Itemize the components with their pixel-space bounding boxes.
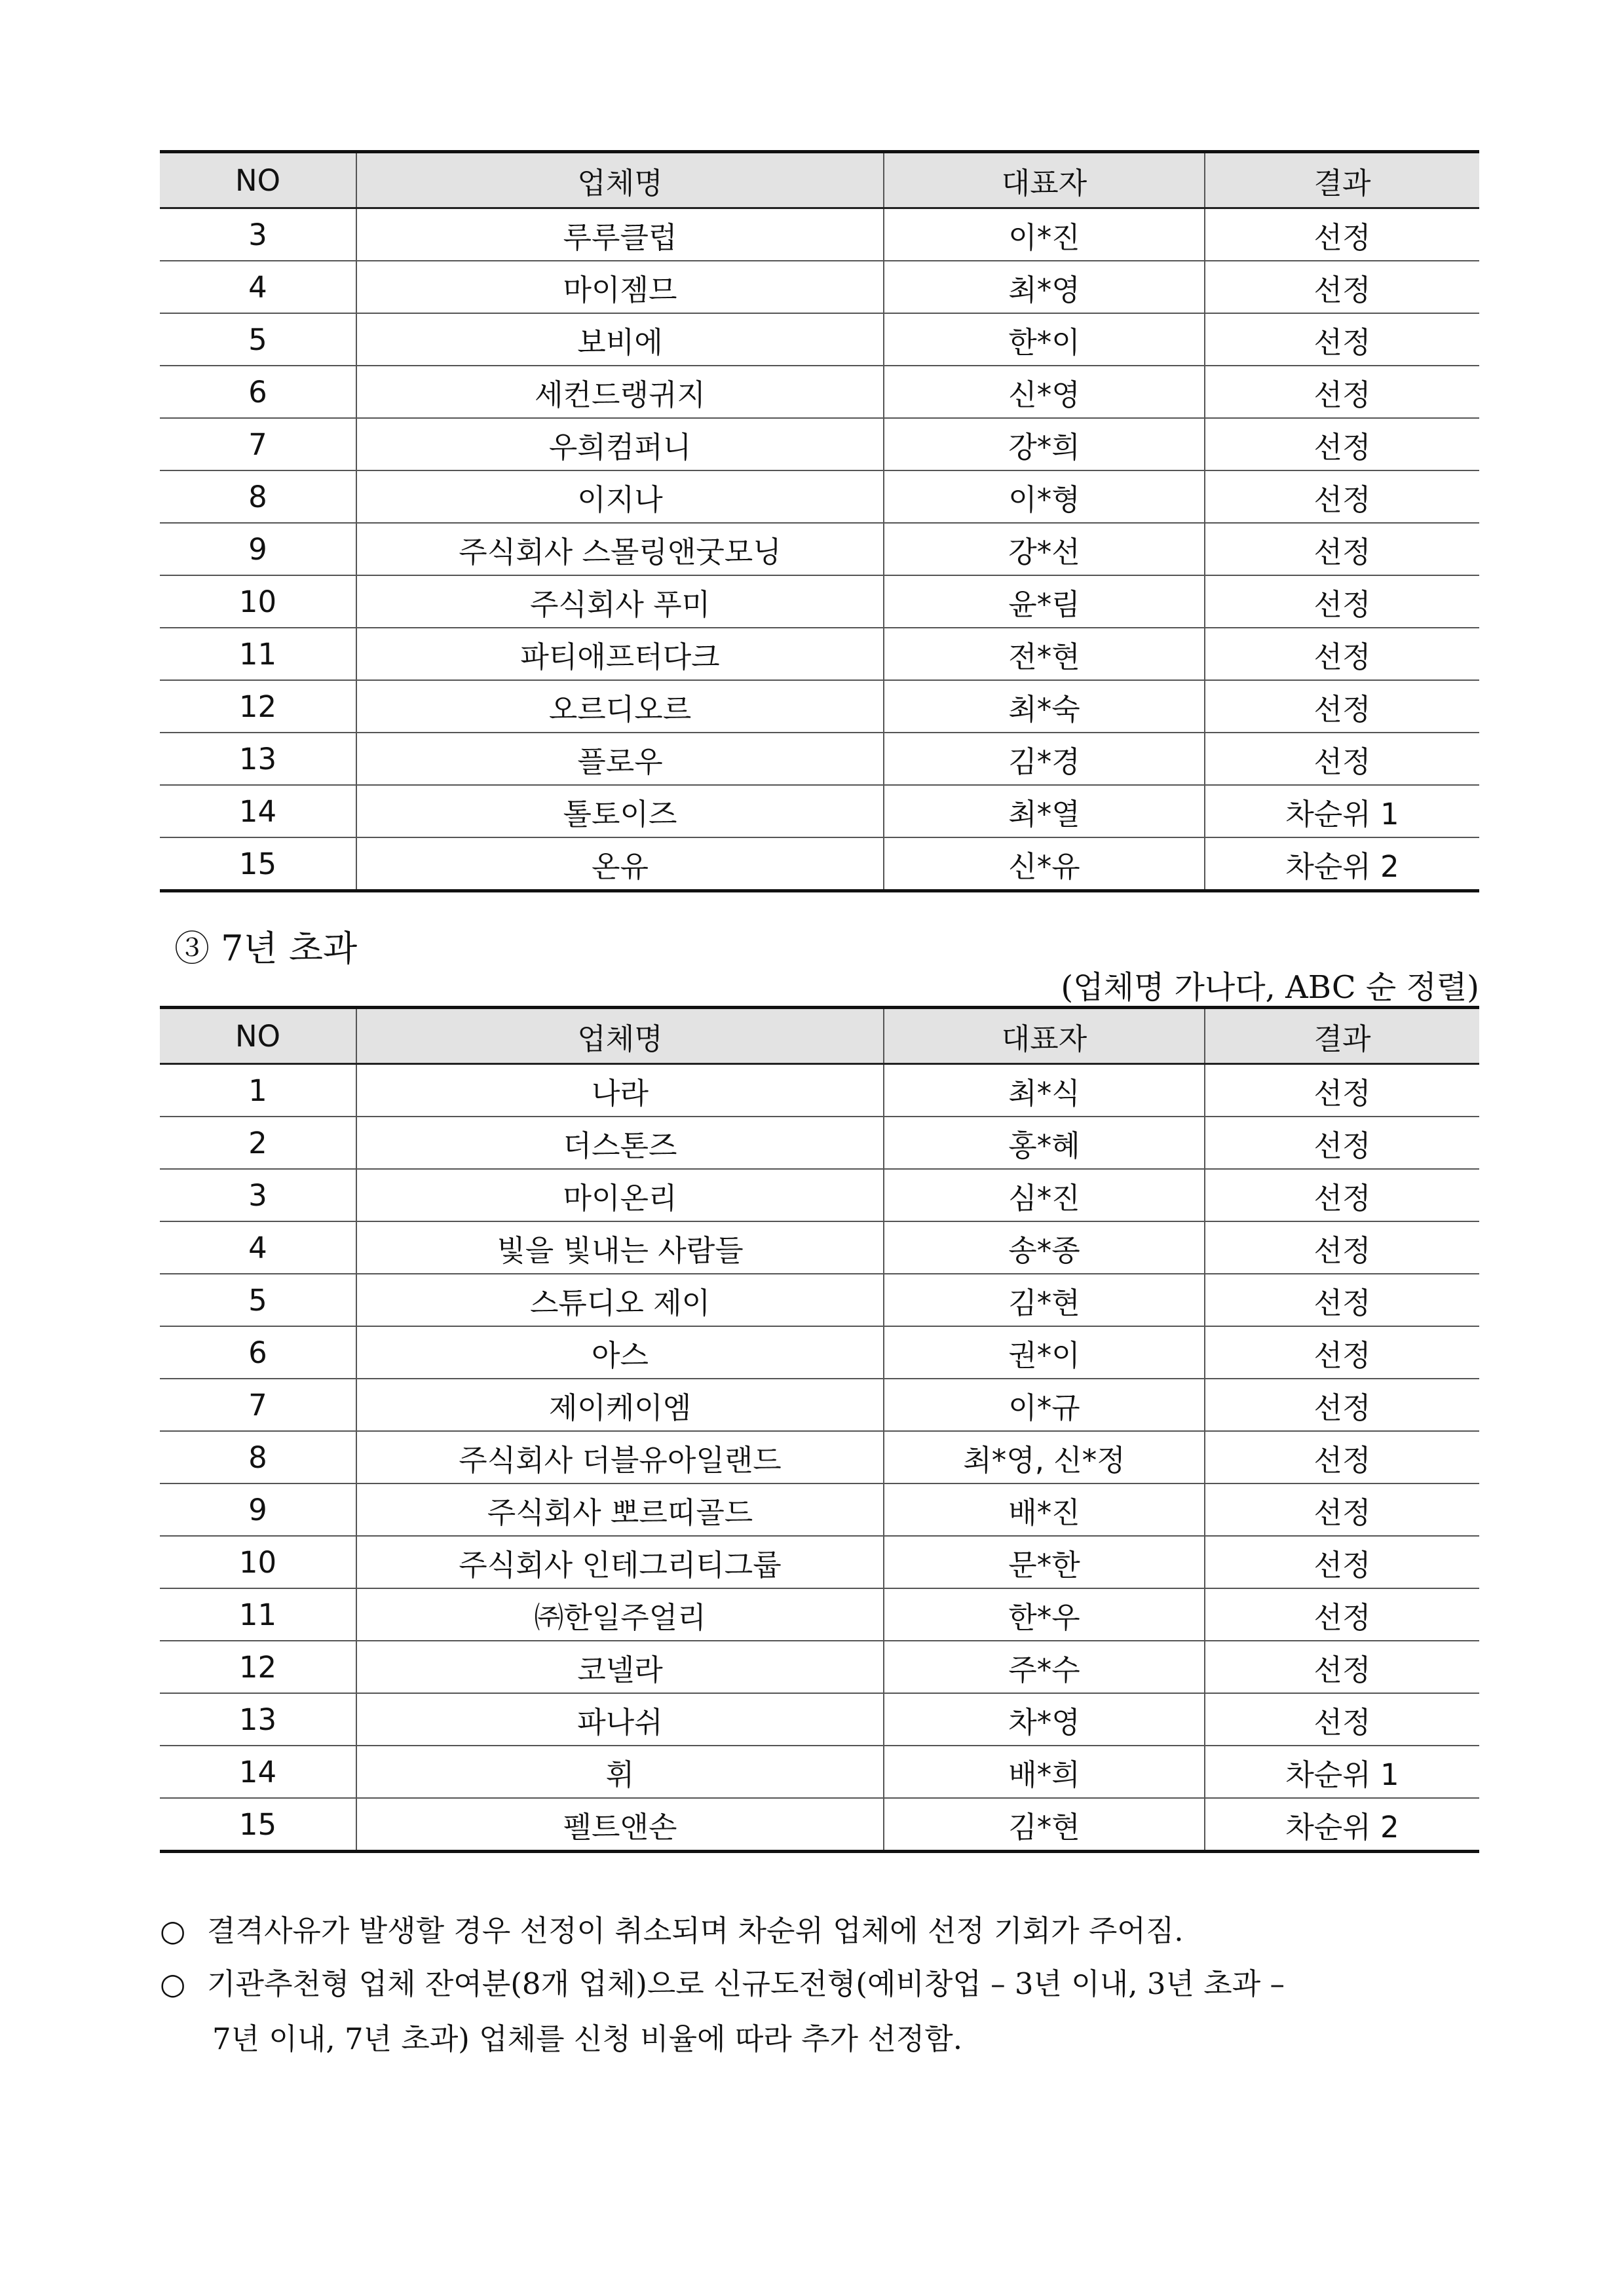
cell-representative: 최*식 [884,1064,1205,1117]
cell-result: 선정 [1205,680,1479,733]
cell-representative: 한*이 [884,313,1205,366]
cell-representative: 주*수 [884,1641,1205,1693]
cell-company: 파티애프터다크 [356,628,884,680]
note-disqualification [160,1904,1483,1959]
cell-company: 파나쉬 [356,1693,884,1746]
table-row [160,1221,1479,1274]
cell-representative: 이*형 [884,470,1205,523]
cell-no: 14 [160,1746,356,1798]
table-row [160,1169,1479,1221]
cell-no: 6 [160,366,356,418]
cell-no: 11 [160,1588,356,1641]
cell-no: 9 [160,523,356,575]
cell-representative: 이*규 [884,1379,1205,1431]
cell-company: 온유 [356,837,884,891]
table-row [160,470,1479,523]
table-row [160,1483,1479,1536]
cell-company: 아스 [356,1326,884,1379]
table-row [160,523,1479,575]
cell-representative: 문*한 [884,1536,1205,1588]
cell-representative: 최*열 [884,785,1205,837]
cell-result: 선정 [1205,1221,1479,1274]
column-header-no: NO [160,1008,356,1064]
cell-representative: 권*이 [884,1326,1205,1379]
table-row [160,261,1479,313]
column-header-company: 업체명 [356,1008,884,1064]
cell-company: 이지나 [356,470,884,523]
cell-company: 마이젬므 [356,261,884,313]
cell-representative: 최*숙 [884,680,1205,733]
table-row [160,1641,1479,1693]
table-row [160,837,1479,891]
cell-representative: 차*영 [884,1693,1205,1746]
cell-result: 선정 [1205,733,1479,785]
cell-company: ㈜한일주얼리 [356,1588,884,1641]
cell-representative: 김*현 [884,1274,1205,1326]
cell-representative: 최*영, 신*정 [884,1431,1205,1483]
sort-order-note: (업체명 가나다, ABC 순 정렬) [1061,969,1479,1006]
cell-no: 4 [160,261,356,313]
cell-representative: 한*우 [884,1588,1205,1641]
cell-no: 11 [160,628,356,680]
cell-representative: 윤*림 [884,575,1205,628]
cell-no: 10 [160,575,356,628]
cell-company: 세컨드랭귀지 [356,366,884,418]
cell-company: 보비에 [356,313,884,366]
cell-result: 선정 [1205,1431,1479,1483]
cell-result: 선정 [1205,1117,1479,1169]
cell-result: 차순위 2 [1205,1798,1479,1852]
cell-no: 3 [160,1169,356,1221]
cell-representative: 신*영 [884,366,1205,418]
cell-representative: 심*진 [884,1169,1205,1221]
cell-no: 4 [160,1221,356,1274]
cell-company: 주식회사 인테그리티그룹 [356,1536,884,1588]
cell-result: 선정 [1205,523,1479,575]
cell-result: 선정 [1205,1588,1479,1641]
cell-no: 12 [160,1641,356,1693]
cell-result: 선정 [1205,366,1479,418]
column-header-result: 결과 [1205,1008,1479,1064]
cell-no: 15 [160,837,356,891]
cell-no: 1 [160,1064,356,1117]
table-row [160,208,1479,261]
cell-no: 3 [160,208,356,261]
cell-representative: 김*현 [884,1798,1205,1852]
cell-result: 차순위 1 [1205,785,1479,837]
column-header-no: NO [160,152,356,208]
cell-result: 선정 [1205,418,1479,470]
bullet-icon: ○ [160,1913,186,1948]
table-row [160,313,1479,366]
cell-representative: 최*영 [884,261,1205,313]
cell-no: 12 [160,680,356,733]
cell-no: 8 [160,1431,356,1483]
cell-no: 8 [160,470,356,523]
cell-result: 선정 [1205,628,1479,680]
cell-no: 7 [160,418,356,470]
cell-no: 13 [160,733,356,785]
cell-result: 선정 [1205,1064,1479,1117]
cell-company: 코넬라 [356,1641,884,1693]
cell-result: 차순위 1 [1205,1746,1479,1798]
note-text-line-1: 기관추천형 업체 잔여분(8개 업체)으로 신규도전형(예비창업 – 3년 이내, 3년 초과 – [207,1966,1285,2001]
cell-company: 오르디오르 [356,680,884,733]
cell-company: 우희컴퍼니 [356,418,884,470]
cell-company: 주식회사 뽀르띠골드 [356,1483,884,1536]
cell-no: 5 [160,313,356,366]
column-header-representative: 대표자 [884,152,1205,208]
cell-result: 선정 [1205,261,1479,313]
cell-company: 휘 [356,1746,884,1798]
cell-result: 선정 [1205,208,1479,261]
cell-company: 제이케이엠 [356,1379,884,1431]
table-row [160,1588,1479,1641]
cell-representative: 홍*혜 [884,1117,1205,1169]
cell-result: 선정 [1205,1326,1479,1379]
cell-company: 루루클럽 [356,208,884,261]
bullet-icon: ○ [160,1966,186,2001]
table-header-row [160,152,1479,208]
selection-table-1 [160,150,1479,892]
cell-representative: 송*종 [884,1221,1205,1274]
table-row [160,628,1479,680]
table-row [160,733,1479,785]
cell-company: 펠트앤손 [356,1798,884,1852]
table-row [160,1064,1479,1117]
cell-representative: 강*선 [884,523,1205,575]
cell-representative: 배*진 [884,1483,1205,1536]
cell-result: 선정 [1205,1693,1479,1746]
table-row [160,1746,1479,1798]
table-row [160,1431,1479,1483]
cell-company: 마이온리 [356,1169,884,1221]
cell-representative: 김*경 [884,733,1205,785]
table-row [160,785,1479,837]
cell-no: 15 [160,1798,356,1852]
cell-company: 더스톤즈 [356,1117,884,1169]
cell-representative: 신*유 [884,837,1205,891]
table-row [160,1693,1479,1746]
section-heading-over-7-years: ③ 7년 초과 [174,928,358,969]
cell-company: 주식회사 스몰링앤굿모닝 [356,523,884,575]
cell-company: 빛을 빛내는 사람들 [356,1221,884,1274]
cell-result: 선정 [1205,1274,1479,1326]
note-text: 결격사유가 발생할 경우 선정이 취소되며 차순위 업체에 선정 기회가 주어짐. [207,1913,1184,1948]
table-row [160,366,1479,418]
table-row [160,575,1479,628]
cell-result: 선정 [1205,1379,1479,1431]
column-header-representative: 대표자 [884,1008,1205,1064]
cell-company: 스튜디오 제이 [356,1274,884,1326]
cell-no: 5 [160,1274,356,1326]
cell-result: 선정 [1205,470,1479,523]
cell-no: 14 [160,785,356,837]
cell-no: 13 [160,1693,356,1746]
cell-representative: 이*진 [884,208,1205,261]
cell-result: 선정 [1205,1169,1479,1221]
table-row [160,418,1479,470]
cell-result: 선정 [1205,575,1479,628]
column-header-company: 업체명 [356,152,884,208]
cell-no: 10 [160,1536,356,1588]
table-row [160,1326,1479,1379]
cell-company: 주식회사 더블유아일랜드 [356,1431,884,1483]
table-row [160,1536,1479,1588]
cell-result: 선정 [1205,1641,1479,1693]
table-row [160,680,1479,733]
column-header-result: 결과 [1205,152,1479,208]
cell-no: 9 [160,1483,356,1536]
cell-company: 플로우 [356,733,884,785]
table-row [160,1274,1479,1326]
note-additional-selection [160,1957,1483,2067]
cell-result: 선정 [1205,1483,1479,1536]
table-row [160,1798,1479,1852]
selection-table-2 [160,1006,1479,1853]
cell-representative: 전*현 [884,628,1205,680]
cell-no: 6 [160,1326,356,1379]
cell-company: 나라 [356,1064,884,1117]
cell-no: 7 [160,1379,356,1431]
cell-result: 선정 [1205,313,1479,366]
table-row [160,1379,1479,1431]
cell-representative: 배*희 [884,1746,1205,1798]
cell-representative: 강*희 [884,418,1205,470]
note-text-line-2: 7년 이내, 7년 초과) 업체를 신청 비율에 따라 추가 선정함. [212,2021,963,2056]
table-header-row [160,1008,1479,1064]
cell-company: 주식회사 푸미 [356,575,884,628]
table-row [160,1117,1479,1169]
cell-company: 톨토이즈 [356,785,884,837]
cell-no: 2 [160,1117,356,1169]
cell-result: 차순위 2 [1205,837,1479,891]
cell-result: 선정 [1205,1536,1479,1588]
